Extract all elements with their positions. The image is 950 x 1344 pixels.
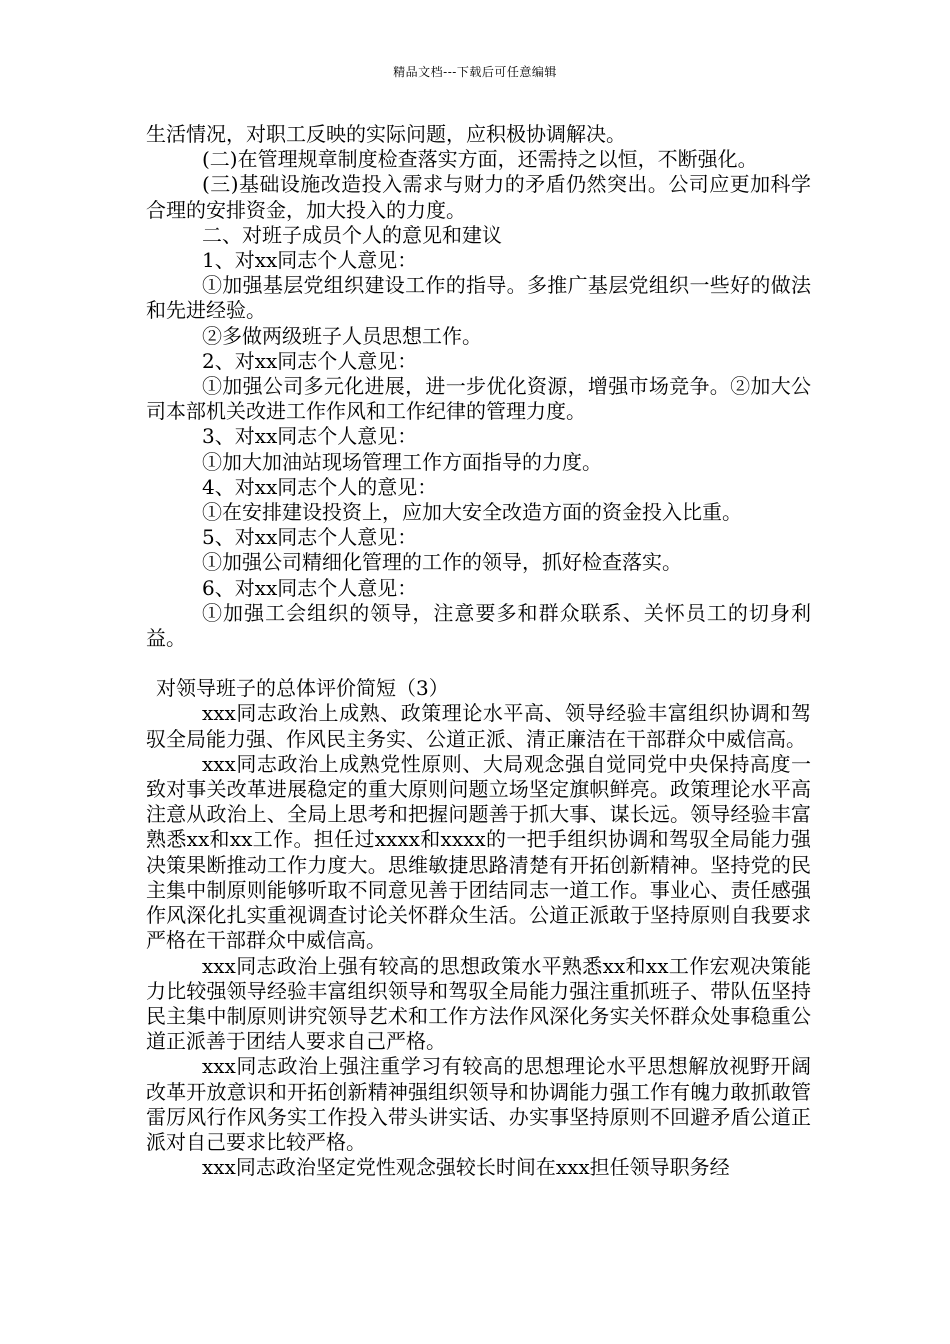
member-3-heading: 3、对xx同志个人意见： — [202, 424, 418, 449]
evaluation-paragraph-4: xxx同志政治上强注重学习有较高的思想理论水平思想解放视野开阔改革开放意识和开拓创新精神强组织领导和协调能力强工作有魄力敢抓敢管雷厉风行作风务实工作投入带头讲实话、办实事坚持原则不回避矛盾公道正派对自己要求比较严格。 — [146, 1054, 811, 1154]
member-1-opinion-2: ②多做两级班子人员思想工作。 — [202, 323, 482, 348]
member-5-heading: 5、对xx同志个人意见： — [202, 525, 418, 550]
evaluation-paragraph-5: xxx同志政治坚定党性观念强较长时间在xxx担任领导职务经 — [202, 1155, 730, 1180]
member-4-heading: 4、对xx同志个人的意见： — [202, 474, 438, 499]
section-title: 对领导班子的总体评价简短（3） — [156, 676, 449, 701]
member-2-opinion: ①加强公司多元化进展，进一步优化资源，增强市场竞争。②加大公司本部机关改进工作作风和工作纪律的管理力度。 — [146, 374, 811, 424]
member-6-opinion: ①加强工会组织的领导，注意要多和群众联系、关怀员工的切身利益。 — [146, 600, 811, 651]
member-3-opinion: ①加大加油站现场管理工作方面指导的力度。 — [202, 449, 602, 474]
evaluation-paragraph-1: xxx同志政治上成熟、政策理论水平高、领导经验丰富组织协调和驾驭全局能力强、作风民主务实、公道正派、清正廉洁在干部群众中威信高。 — [146, 701, 811, 751]
member-2-heading: 2、对xx同志个人意见： — [202, 348, 418, 373]
paragraph-item-3: (三)基础设施改造投入需求与财力的矛盾仍然突出。公司应更加科学合理的安排资金，加大投入的力度。 — [146, 172, 811, 222]
member-1-heading: 1、对xx同志个人意见： — [202, 248, 418, 273]
member-1-opinion-1: ①加强基层党组织建设工作的指导。多推广基层党组织一些好的做法和先进经验。 — [146, 273, 811, 323]
heading-suggestions: 二、对班子成员个人的意见和建议 — [202, 222, 502, 247]
member-6-heading: 6、对xx同志个人意见： — [202, 575, 418, 600]
member-5-opinion: ①加强公司精细化管理的工作的领导，抓好检查落实。 — [202, 550, 682, 575]
page-header: 精品文档---下载后可任意编辑 — [393, 65, 557, 79]
evaluation-paragraph-2: xxx同志政治上成熟党性原则、大局观念强自觉同党中央保持高度一致对事关改革进展稳定的重大原则问题立场坚定旗帜鲜亮。政策理论水平高注意从政治上、全局上思考和把握问题善于抓大事、谋长远。领导经验丰富熟悉xx和xx工作。担任过xxxx和xxxx的一把手组织协调和驾驭全局能力强决策果断推动工作力度大。思维敏捷思路清楚有开拓创新精神。坚持党的民主集中制原则能够听取不同意见善于团结同志一道工作。事业心、责任感强作风深化扎实重视调查讨论关怀群众生活。公道正派敢于坚持原则自我要求严格在干部群众中威信高。 — [146, 751, 811, 953]
member-4-opinion: ①在安排建设投资上，应加大安全改造方面的资金投入比重。 — [202, 500, 742, 525]
document-body — [146, 122, 811, 1180]
paragraph-item-2: (二)在管理规章制度检查落实方面，还需持之以恒，不断强化。 — [202, 147, 758, 172]
evaluation-paragraph-3: xxx同志政治上强有较高的思想政策水平熟悉xx和xx工作宏观决策能力比较强领导经验丰富组织领导和驾驭全局能力强注重抓班子、带队伍坚持民主集中制原则讲究领导艺术和工作方法作风深化务实关怀群众处事稳重公道正派善于团结人要求自己严格。 — [146, 953, 811, 1054]
paragraph-continuation: 生活情况，对职工反映的实际问题，应积极协调解决。 — [146, 122, 626, 146]
